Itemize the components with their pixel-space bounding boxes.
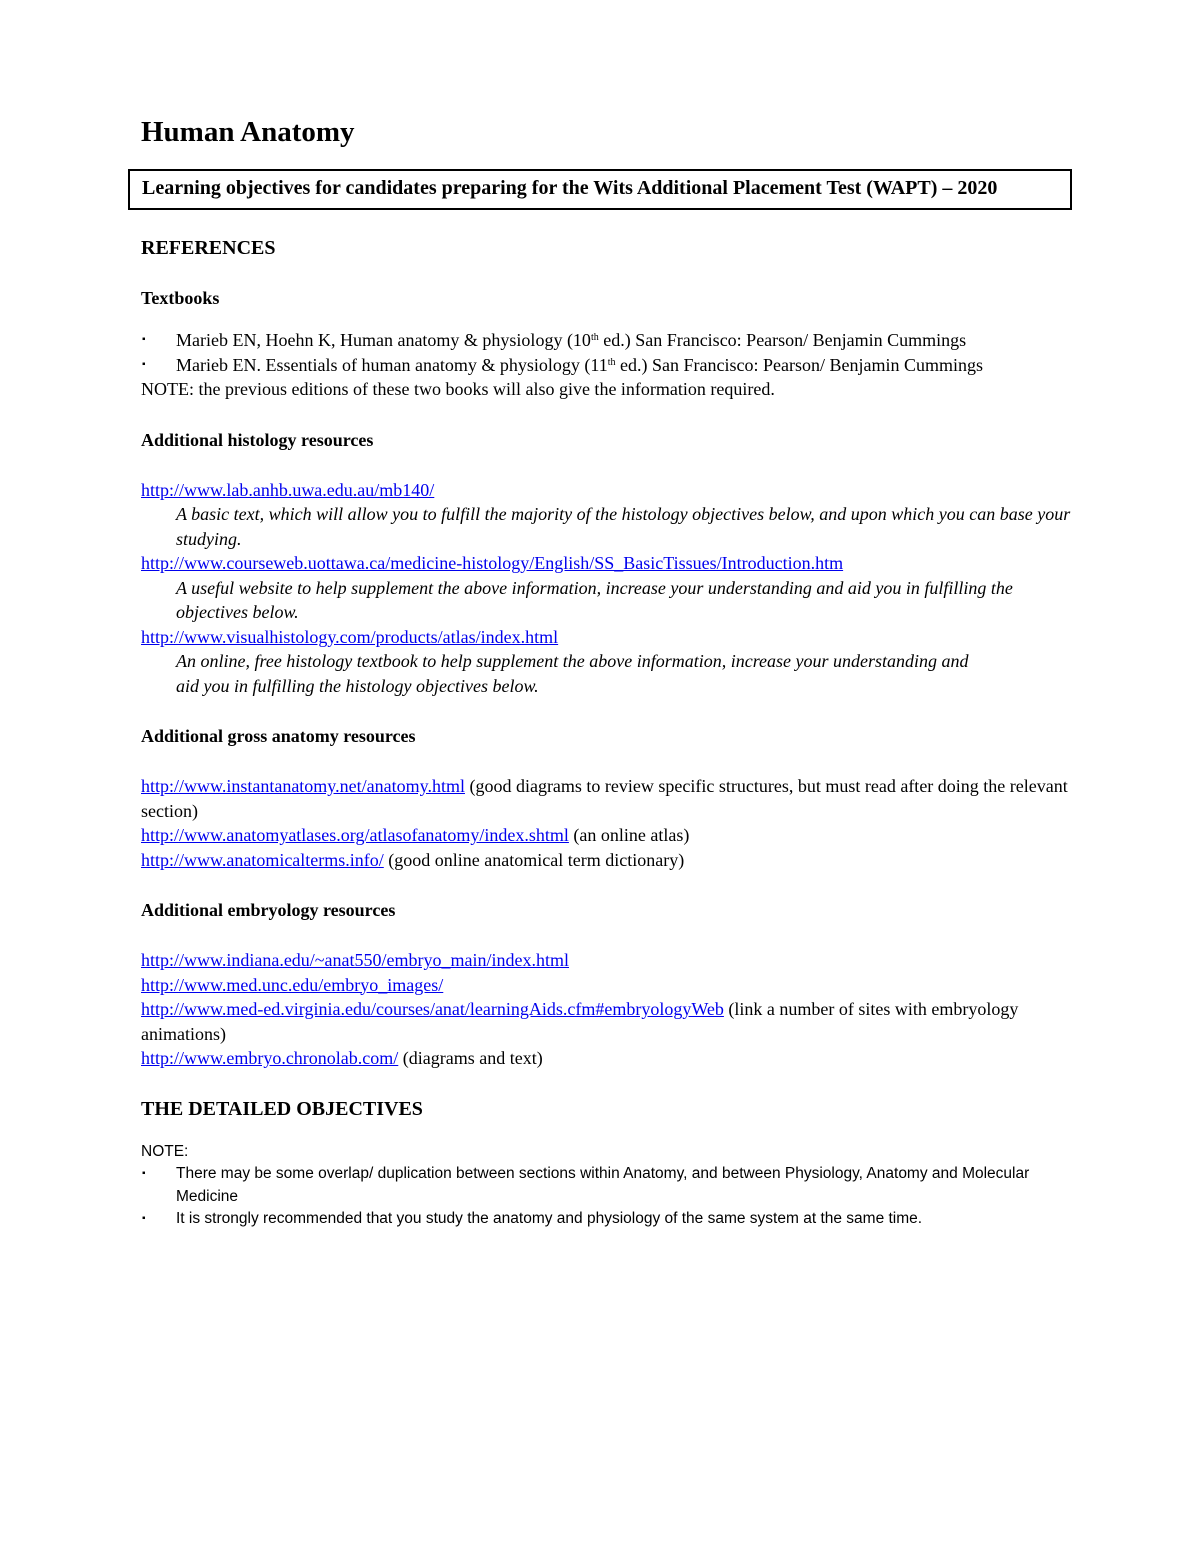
embryology-link[interactable]: http://www.med-ed.virginia.edu/courses/anat/learningAids.cfm#embryologyWeb	[141, 999, 724, 1019]
detailed-note	[141, 1141, 1071, 1231]
gross-anatomy-links	[141, 774, 1071, 872]
list-item: http://www.embryo.chronolab.com/ (diagrams and text)	[141, 1048, 543, 1068]
textbooks-note: NOTE: the previous editions of these two books will also give the information required.	[141, 379, 775, 399]
note-label: NOTE:	[141, 1142, 189, 1160]
histology-description: A basic text, which will allow you to fulfill the majority of the histology objectives below, and upon which you can base your studying.	[176, 504, 1071, 549]
gross-anatomy-link[interactable]: http://www.anatomicalterms.info/	[141, 849, 384, 870]
list-item	[141, 973, 1071, 998]
gross-anatomy-heading: Additional gross anatomy resources	[141, 726, 416, 746]
list-item: http://www.anatomyatlases.org/atlasofanatomy/index.shtml (an online atlas)	[141, 825, 690, 845]
list-item	[141, 948, 1071, 973]
list-item: ▪ Marieb EN. Essentials of human anatomy & physiology (11th ed.) San Francisco: Pearson/ Benjamin Cummings	[141, 353, 1071, 378]
embryology-link[interactable]: http://www.embryo.chronolab.com/	[141, 1048, 399, 1068]
bullet-icon: ▪	[142, 1213, 146, 1224]
list-item: ▪ Marieb EN, Hoehn K, Human anatomy & physiology (10th ed.) San Francisco: Pearson/ Benjamin Cummings	[141, 328, 1071, 353]
gross-anatomy-link[interactable]: http://www.instantanatomy.net/anatomy.html	[141, 776, 465, 796]
list-item: ▪ There may be some overlap/ duplication between sections within Anatomy, and between Physiology, Anatomy and Molecular Medicine	[142, 1165, 1030, 1205]
histology-resources	[141, 478, 1071, 699]
list-item: ▪ It is strongly recommended that you study the anatomy and physiology of the same system at the same time.	[141, 1208, 1071, 1231]
histology-link[interactable]: http://www.courseweb.uottawa.ca/medicine-histology/English/SS_BasicTissues/Introduction.htm	[141, 553, 844, 573]
list-item: http://www.instantanatomy.net/anatomy.html (good diagrams to review specific structures, but must read after doing the relevant section)	[141, 776, 1068, 821]
histology-link[interactable]: http://www.visualhistology.com/products/atlas/index.html	[141, 626, 559, 647]
textbook-list	[141, 328, 1071, 377]
bullet-icon: ▪	[142, 1168, 146, 1179]
list-item: http://www.med-ed.virginia.edu/courses/anat/learningAids.cfm#embryologyWeb (link a number of sites with embryology animations)	[141, 999, 1019, 1044]
bullet-icon: ▪	[142, 358, 146, 370]
embryology-link[interactable]: http://www.indiana.edu/~anat550/embryo_main/index.html	[141, 950, 569, 970]
textbooks-heading: Textbooks	[141, 288, 220, 308]
references-heading: REFERENCES	[141, 237, 276, 259]
gross-anatomy-link[interactable]: http://www.anatomyatlases.org/atlasofanatomy/index.shtml	[141, 825, 569, 845]
embryology-link[interactable]: http://www.med.unc.edu/embryo_images/	[141, 974, 444, 995]
histology-heading: Additional histology resources	[141, 429, 374, 450]
detailed-objectives-heading: THE DETAILED OBJECTIVES	[141, 1097, 423, 1120]
document-page	[141, 112, 1071, 1231]
bullet-icon: ▪	[142, 334, 146, 345]
histology-description: An online, free histology textbook to help supplement the above information, increase your understanding and aid you in fulfilling the histology objectives below.	[176, 651, 969, 696]
histology-link[interactable]: http://www.lab.anhb.uwa.edu.au/mb140/	[141, 479, 435, 500]
note-list	[141, 1163, 1071, 1231]
embryology-links	[141, 948, 1071, 1071]
objectives-box: Learning objectives for candidates preparing for the Wits Additional Placement Test (WAPT) – 2020	[128, 169, 1072, 210]
list-item: http://www.anatomicalterms.info/ (good online anatomical term dictionary)	[141, 849, 685, 870]
histology-description: A useful website to help supplement the above information, increase your understanding and aid you in fulfilling the objectives below.	[176, 577, 1013, 622]
page-title: Human Anatomy	[141, 116, 355, 148]
embryology-heading: Additional embryology resources	[141, 900, 396, 920]
